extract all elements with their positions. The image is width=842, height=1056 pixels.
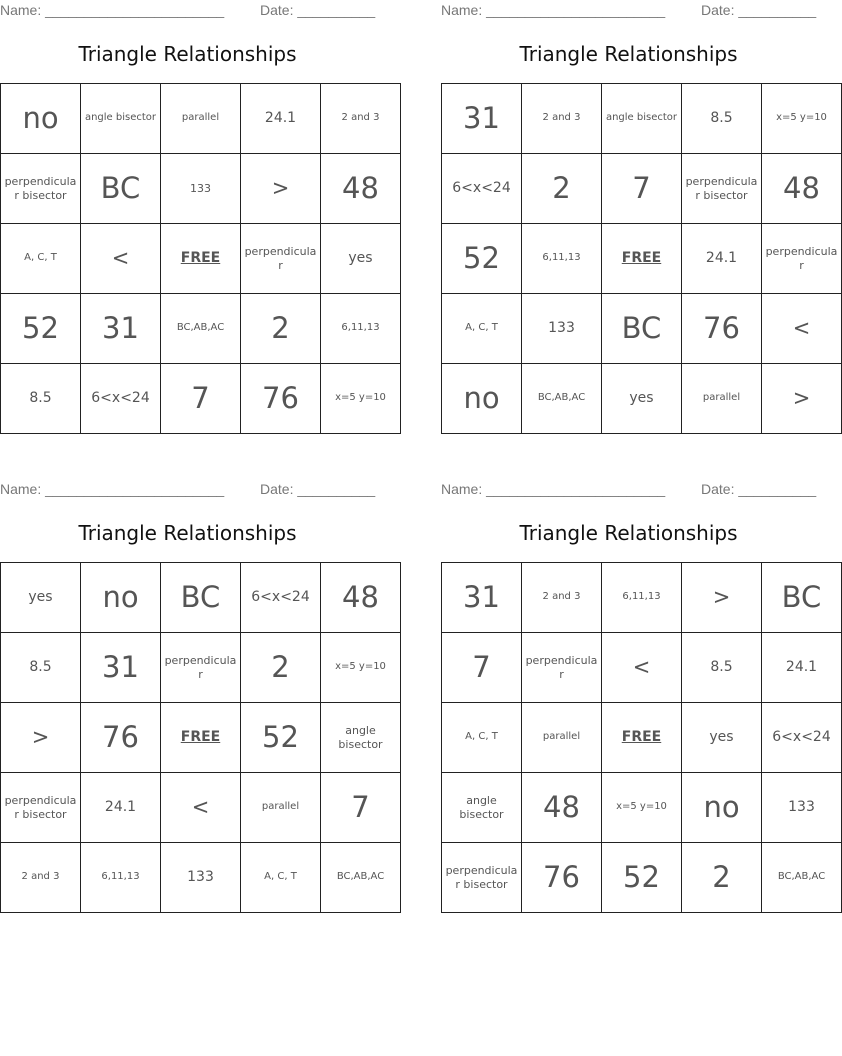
grid-cell: perpendicular <box>241 224 321 294</box>
bingo-card-1 <box>0 0 386 434</box>
grid-cell: perpendicular <box>762 224 842 294</box>
date-field-label: Date: __________ <box>260 481 376 497</box>
grid-cell: angle bisector <box>602 84 682 154</box>
grid-cell: > <box>762 364 842 434</box>
bingo-card-2 <box>441 0 838 434</box>
grid-cell: 6<x<24 <box>442 154 522 224</box>
free-space-cell: FREE <box>161 703 241 773</box>
grid-cell: 2 <box>682 843 762 913</box>
grid-cell: BC,AB,AC <box>321 843 401 913</box>
grid-cell: 2 and 3 <box>522 563 602 633</box>
grid-cell: yes <box>1 563 81 633</box>
grid-cell: 133 <box>161 843 241 913</box>
grid-cell: 76 <box>682 294 762 364</box>
grid-cell: perpendicular <box>161 633 241 703</box>
grid-cell: 8.5 <box>682 633 762 703</box>
grid-row <box>442 703 842 773</box>
grid-row <box>1 84 401 154</box>
grid-row <box>1 773 401 843</box>
date-field-label: Date: __________ <box>701 481 817 497</box>
grid-cell: 52 <box>442 224 522 294</box>
bingo-grid <box>441 83 842 434</box>
grid-cell: > <box>241 154 321 224</box>
grid-cell: BC <box>602 294 682 364</box>
grid-cell: BC,AB,AC <box>161 294 241 364</box>
grid-cell: 8.5 <box>1 633 81 703</box>
grid-cell: x=5 y=10 <box>602 773 682 843</box>
grid-cell: 31 <box>81 633 161 703</box>
grid-cell: < <box>161 773 241 843</box>
grid-row <box>1 633 401 703</box>
grid-cell: BC <box>81 154 161 224</box>
grid-cell: 52 <box>1 294 81 364</box>
grid-cell: 31 <box>81 294 161 364</box>
grid-cell: 6,11,13 <box>81 843 161 913</box>
name-field-label: Name: _______________________ <box>441 2 666 18</box>
grid-cell: 6<x<24 <box>81 364 161 434</box>
grid-cell: 6,11,13 <box>321 294 401 364</box>
grid-cell: perpendicular bisector <box>442 843 522 913</box>
grid-cell: > <box>682 563 762 633</box>
grid-cell: 2 <box>241 294 321 364</box>
grid-cell: < <box>81 224 161 294</box>
grid-cell: 2 <box>241 633 321 703</box>
grid-cell: 8.5 <box>1 364 81 434</box>
bingo-grid <box>0 83 401 434</box>
grid-cell: 133 <box>522 294 602 364</box>
grid-cell: 6<x<24 <box>762 703 842 773</box>
grid-cell: 8.5 <box>682 84 762 154</box>
name-date-header <box>0 481 375 499</box>
grid-row <box>442 84 842 154</box>
grid-cell: parallel <box>161 84 241 154</box>
grid-cell: x=5 y=10 <box>762 84 842 154</box>
grid-row <box>442 224 842 294</box>
grid-cell: parallel <box>522 703 602 773</box>
name-date-header <box>441 2 816 20</box>
date-field-label: Date: __________ <box>701 2 817 18</box>
grid-cell: A, C, T <box>1 224 81 294</box>
grid-cell: A, C, T <box>442 703 522 773</box>
grid-row <box>1 224 401 294</box>
grid-cell: 2 and 3 <box>321 84 401 154</box>
grid-cell: no <box>442 364 522 434</box>
grid-cell: yes <box>602 364 682 434</box>
name-date-header <box>0 2 375 20</box>
grid-cell: 7 <box>602 154 682 224</box>
grid-cell: no <box>81 563 161 633</box>
free-space-cell: FREE <box>161 224 241 294</box>
grid-cell: yes <box>321 224 401 294</box>
bingo-grid <box>441 562 842 913</box>
grid-row <box>442 154 842 224</box>
grid-row <box>442 364 842 434</box>
grid-cell: BC <box>762 563 842 633</box>
card-title: Triangle Relationships <box>519 521 738 545</box>
free-space-cell: FREE <box>602 703 682 773</box>
grid-cell: 48 <box>321 154 401 224</box>
grid-cell: A, C, T <box>442 294 522 364</box>
grid-cell: > <box>1 703 81 773</box>
grid-cell: 76 <box>81 703 161 773</box>
grid-cell: 76 <box>522 843 602 913</box>
name-field-label: Name: _______________________ <box>0 2 225 18</box>
grid-cell: 31 <box>442 563 522 633</box>
grid-cell: 133 <box>161 154 241 224</box>
grid-row <box>442 633 842 703</box>
grid-cell: 52 <box>241 703 321 773</box>
grid-cell: no <box>682 773 762 843</box>
grid-cell: BC,AB,AC <box>762 843 842 913</box>
grid-row <box>442 294 842 364</box>
grid-row <box>1 563 401 633</box>
grid-cell: yes <box>682 703 762 773</box>
grid-cell: 7 <box>161 364 241 434</box>
grid-row <box>1 703 401 773</box>
grid-cell: angle bisector <box>442 773 522 843</box>
grid-cell: 6,11,13 <box>602 563 682 633</box>
grid-cell: 7 <box>321 773 401 843</box>
bingo-card-4 <box>441 479 831 913</box>
grid-row <box>1 843 401 913</box>
name-field-label: Name: _______________________ <box>441 481 666 497</box>
grid-row <box>1 364 401 434</box>
grid-cell: 24.1 <box>81 773 161 843</box>
grid-cell: 24.1 <box>241 84 321 154</box>
grid-cell: angle bisector <box>321 703 401 773</box>
grid-cell: A, C, T <box>241 843 321 913</box>
grid-cell: parallel <box>241 773 321 843</box>
grid-cell: angle bisector <box>81 84 161 154</box>
grid-cell: perpendicular bisector <box>682 154 762 224</box>
grid-cell: < <box>762 294 842 364</box>
grid-cell: 24.1 <box>762 633 842 703</box>
grid-cell: BC <box>161 563 241 633</box>
card-title: Triangle Relationships <box>519 42 738 66</box>
grid-cell: perpendicular bisector <box>1 773 81 843</box>
grid-cell: 31 <box>442 84 522 154</box>
grid-cell: 48 <box>522 773 602 843</box>
grid-cell: 7 <box>442 633 522 703</box>
grid-cell: < <box>602 633 682 703</box>
free-space-cell: FREE <box>602 224 682 294</box>
grid-cell: perpendicular <box>522 633 602 703</box>
grid-cell: no <box>1 84 81 154</box>
grid-cell: 48 <box>762 154 842 224</box>
grid-cell: 48 <box>321 563 401 633</box>
date-field-label: Date: __________ <box>260 2 376 18</box>
grid-row <box>442 773 842 843</box>
name-date-header <box>441 481 816 499</box>
card-title: Triangle Relationships <box>78 42 297 66</box>
grid-cell: parallel <box>682 364 762 434</box>
grid-cell: BC,AB,AC <box>522 364 602 434</box>
grid-row <box>1 294 401 364</box>
grid-cell: x=5 y=10 <box>321 633 401 703</box>
grid-cell: 2 and 3 <box>1 843 81 913</box>
grid-cell: 133 <box>762 773 842 843</box>
grid-cell: 52 <box>602 843 682 913</box>
bingo-card-3 <box>0 479 386 913</box>
grid-cell: 6<x<24 <box>241 563 321 633</box>
name-field-label: Name: _______________________ <box>0 481 225 497</box>
grid-cell: 2 <box>522 154 602 224</box>
grid-cell: 76 <box>241 364 321 434</box>
bingo-grid <box>0 562 401 913</box>
grid-row <box>442 563 842 633</box>
grid-cell: perpendicular bisector <box>1 154 81 224</box>
card-title: Triangle Relationships <box>78 521 297 545</box>
grid-cell: 24.1 <box>682 224 762 294</box>
grid-row <box>442 843 842 913</box>
grid-cell: 6,11,13 <box>522 224 602 294</box>
grid-cell: 2 and 3 <box>522 84 602 154</box>
grid-cell: x=5 y=10 <box>321 364 401 434</box>
grid-row <box>1 154 401 224</box>
